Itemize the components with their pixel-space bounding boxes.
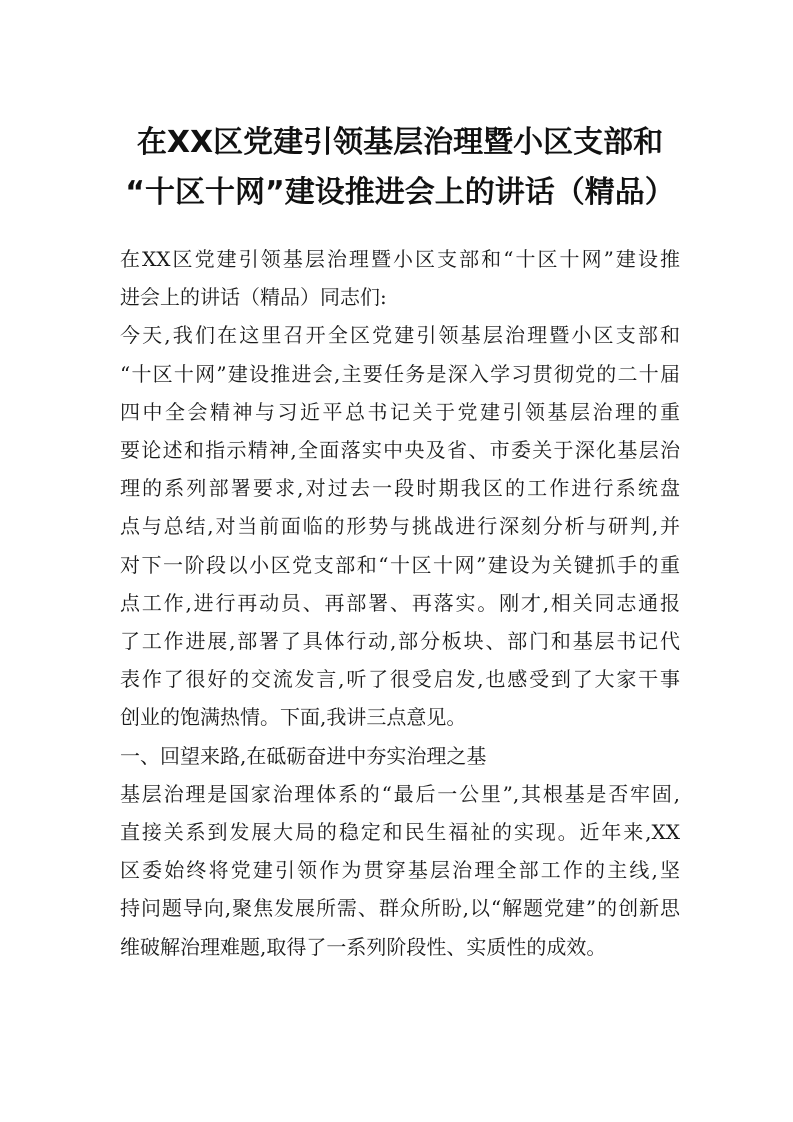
text-line: 表作了很好的交流发言,听了很受启发,也感受到了大家干事: [120, 667, 680, 692]
paragraph-opening: [120, 316, 680, 736]
text-line: 点工作,进行再动员、再部署、再落实。刚才,相关同志通报: [120, 590, 680, 615]
paragraph-section-1: [120, 775, 680, 966]
document-title-line-1: 在XX区党建引领基层治理暨小区支部和: [136, 125, 664, 160]
text-line: 点与总结,对当前面临的形势与挑战进行深刻分析与研判,并: [120, 514, 680, 539]
text-line: 创业的饱满热情。下面,我讲三点意见。: [120, 705, 467, 730]
paragraph-intro: [120, 240, 680, 316]
text-line: 基层治理是国家治理体系的“最后一公里”,其根基是否牢固,: [120, 781, 680, 806]
text-line: 对下一阶段以小区党支部和“十区十网”建设为关键抓手的重: [120, 552, 680, 577]
text-line: 要论述和指示精神,全面落实中央及省、市委关于深化基层治: [120, 438, 680, 463]
text-line: 今天,我们在这里召开全区党建引领基层治理暨小区支部和: [120, 323, 680, 348]
document-title-line-2: “十区十网”建设推进会上的讲话（精品）: [125, 175, 675, 210]
text-line: 直接关系到发展大局的稳定和民生福祉的实现。近年来,XX: [120, 820, 680, 845]
text-line: 持问题导向,聚焦发展所需、群众所盼,以“解题党建”的创新思: [120, 896, 680, 921]
text-line: 区委始终将党建引领作为贯穿基层治理全部工作的主线,坚: [120, 858, 680, 883]
text-line: “十区十网”建设推进会,主要任务是深入学习贯彻党的二十届: [120, 361, 680, 386]
document-body: [120, 240, 680, 966]
text-line: 理的系列部署要求,对过去一段时期我区的工作进行系统盘: [120, 476, 680, 501]
text-line: 在XX区党建引领基层治理暨小区支部和“十区十网”建设推: [120, 247, 680, 271]
text-line: 维破解治理难题,取得了一系列阶段性、实质性的成效。: [120, 934, 607, 959]
section-heading-1: [120, 737, 680, 775]
text-line: 进会上的讲话（精品）同志们:: [120, 285, 387, 310]
text-line: 一、回望来路,在砥砺奋进中夯实治理之基: [120, 743, 487, 768]
text-line: 四中全会精神与习近平总书记关于党建引领基层治理的重: [120, 399, 680, 424]
text-line: 了工作进展,部署了具体行动,部分板块、部门和基层书记代: [120, 629, 680, 654]
